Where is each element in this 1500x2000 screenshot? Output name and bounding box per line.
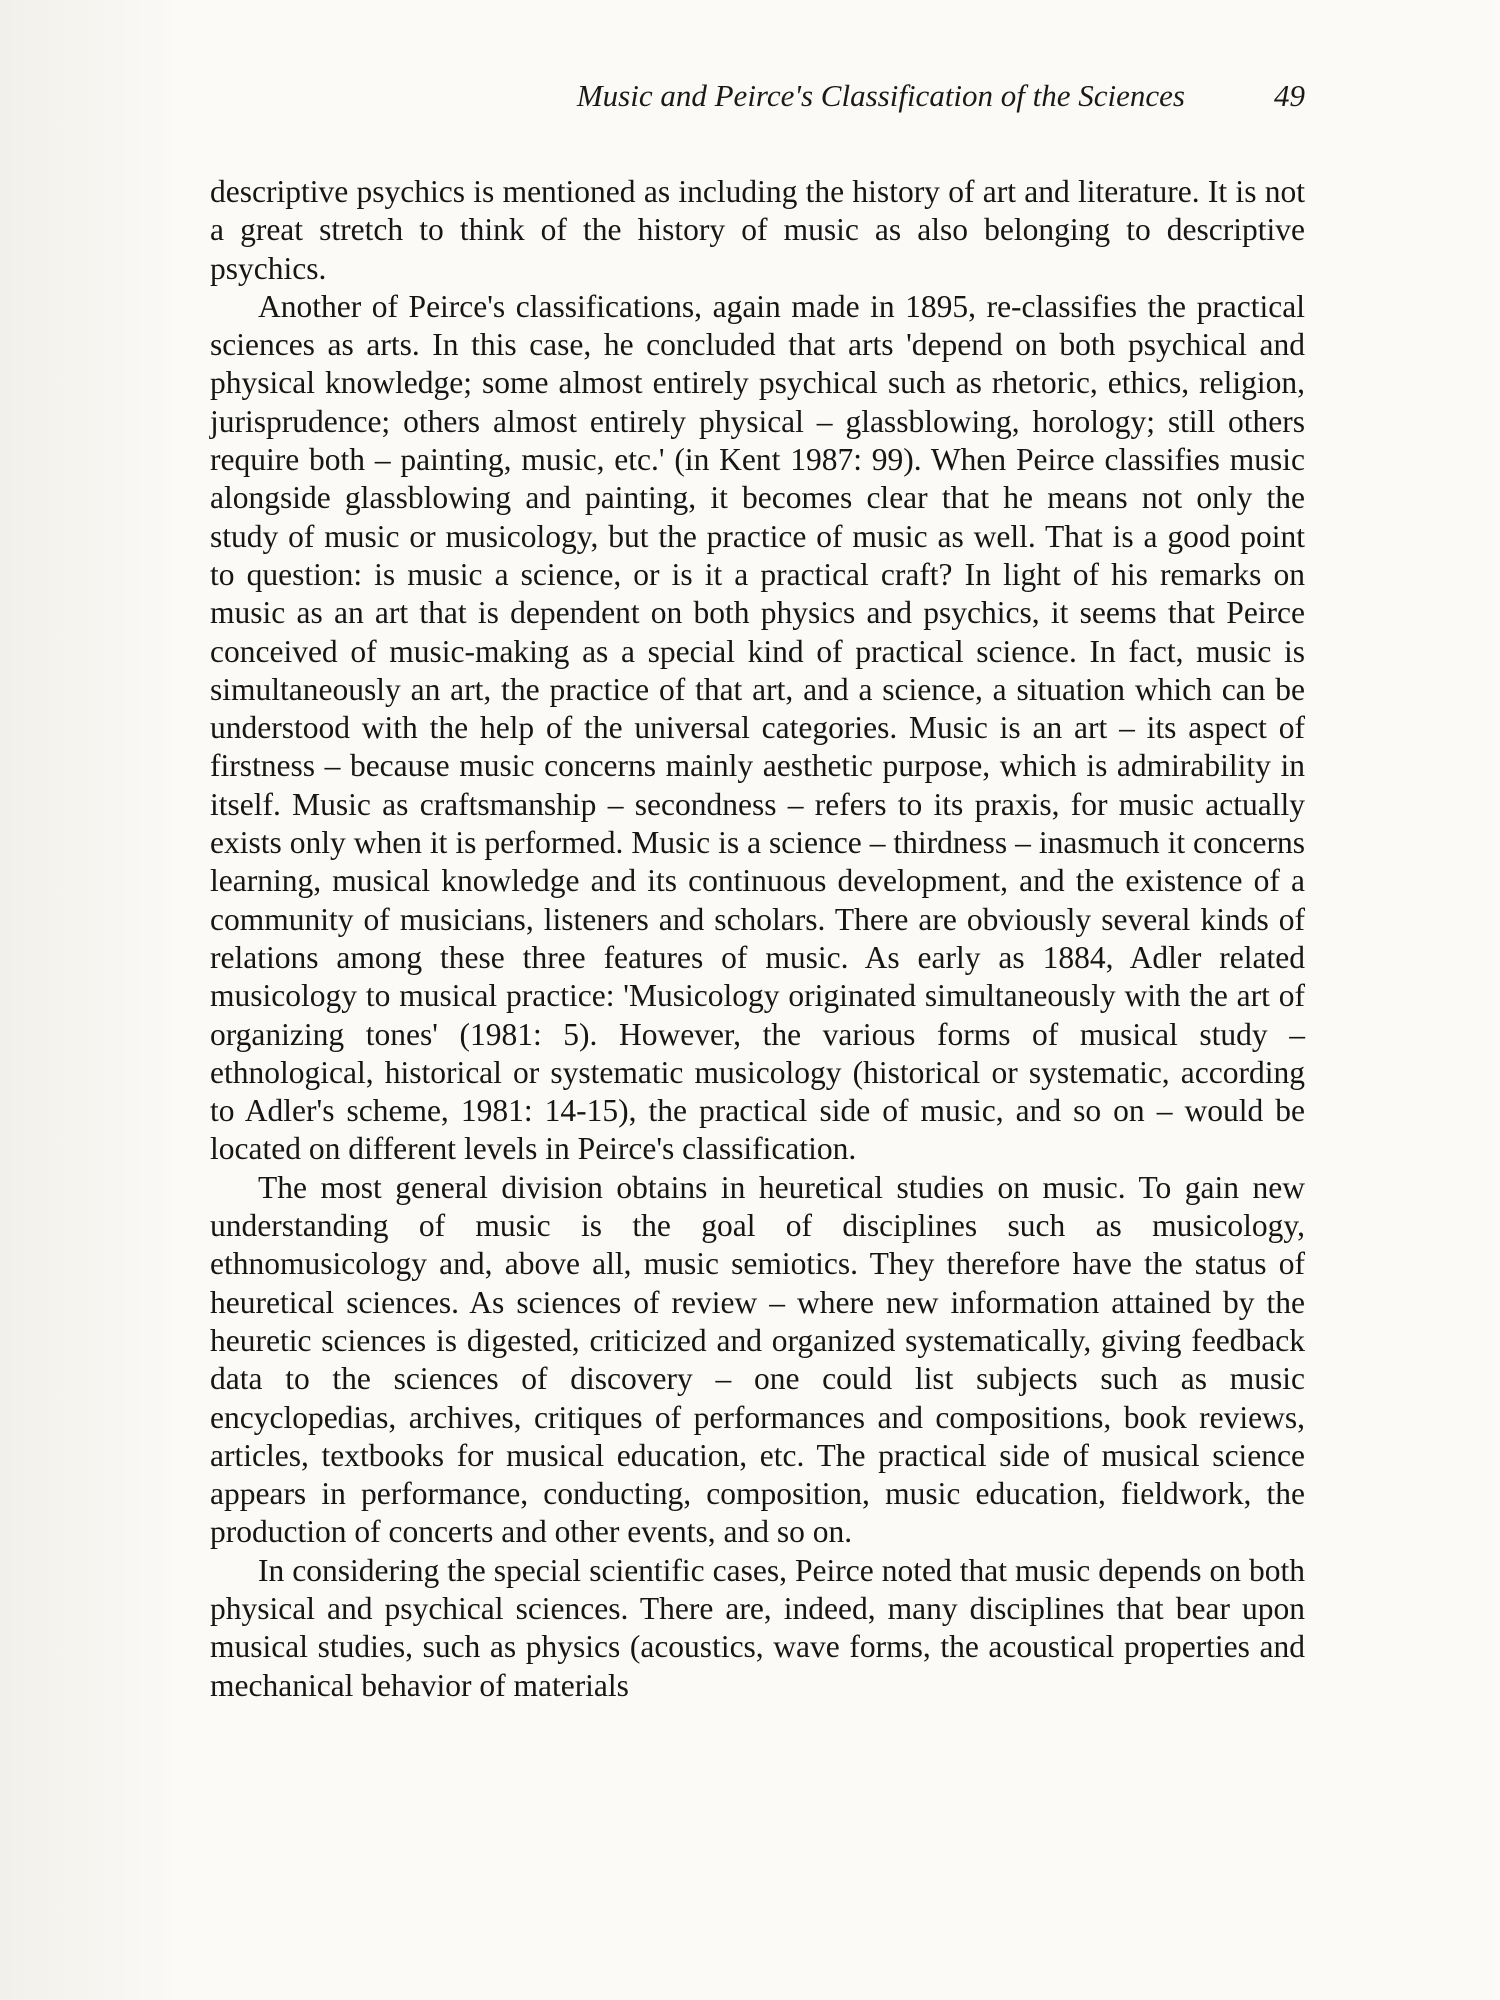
paragraph: Another of Peirce's classifications, again made in 1895, re-classifies the practical sciences as arts. In this case, he concluded that arts 'depend on both psychical and physical knowledge; some almost entirely psychical such as rhetoric, ethics, religion, jurisprudence; others almost entirely physical – glassblowing, horology; still others require both – painting, music, etc.' (in Kent 1987: 99). When Peirce classifies music alongside glassblowing and painting, it becomes clear that he means not only the study of music or musicology, but the practice of music as well. That is a good point to question: is music a science, or is it a practical craft? In light of his remarks on music as an art that is dependent on both physics and psychics, it seems that Peirce conceived of music-making as a special kind of practical science. In fact, music is simultaneously an art, the practice of that art, and a science, a situation which can be understood with the help of the universal categories. Music is an art – its aspect of firstness – because music concerns mainly aesthetic purpose, which is admirability in itself. Music as craftsmanship – secondness – refers to its praxis, for music actually exists only when it is performed. Music is a science – thirdness – inasmuch it concerns learning, musical knowledge and its continuous development, and the existence of a community of musicians, listeners and scholars. There are obviously several kinds of relations among these three features of music. As early as 1884, Adler related musicology to musical practice: 'Musicology originated simultaneously with the art of organizing tones' (1981: 5). However, the various forms of musical study – ethnological, historical or systematic musicology (historical or systematic, according to Adler's scheme, 1981: 14-15), the practical side of music, and so on – would be located on different levels in Peirce's classification. xyxy=(210,288,1305,1167)
paragraph: The most general division obtains in heuretical studies on music. To gain new understanding of music is the goal of disciplines such as musicology, ethnomusicology and, above all, music semiotics. They therefore have the status of heuretical sciences. As sciences of review – where new information attained by the heuretic sciences is digested, criticized and organized systematically, giving feedback data to the sciences of discovery – one could list subjects such as music encyclopedias, archives, critiques of performances and compositions, book reviews, articles, textbooks for musical education, etc. The practical side of musical science appears in performance, conducting, composition, music education, fieldwork, the production of concerts and other events, and so on. xyxy=(210,1169,1305,1550)
body-text xyxy=(210,173,1305,1705)
paragraph: In considering the special scientific cases, Peirce noted that music depends on both physical and psychical sciences. There are, indeed, many disciplines that bear upon musical studies, such as physics (acoustics, wave forms, the acoustical properties and mechanical behavior of materials xyxy=(210,1552,1305,1703)
paragraph-continued: descriptive psychics is mentioned as including the history of art and literature. It is not a great stretch to think of the history of music as also belonging to descriptive psychics. xyxy=(210,174,1305,286)
running-head xyxy=(210,78,1305,128)
running-title: Music and Peirce's Classification of the Sciences xyxy=(576,78,1185,113)
page-number: 49 xyxy=(1274,78,1305,113)
